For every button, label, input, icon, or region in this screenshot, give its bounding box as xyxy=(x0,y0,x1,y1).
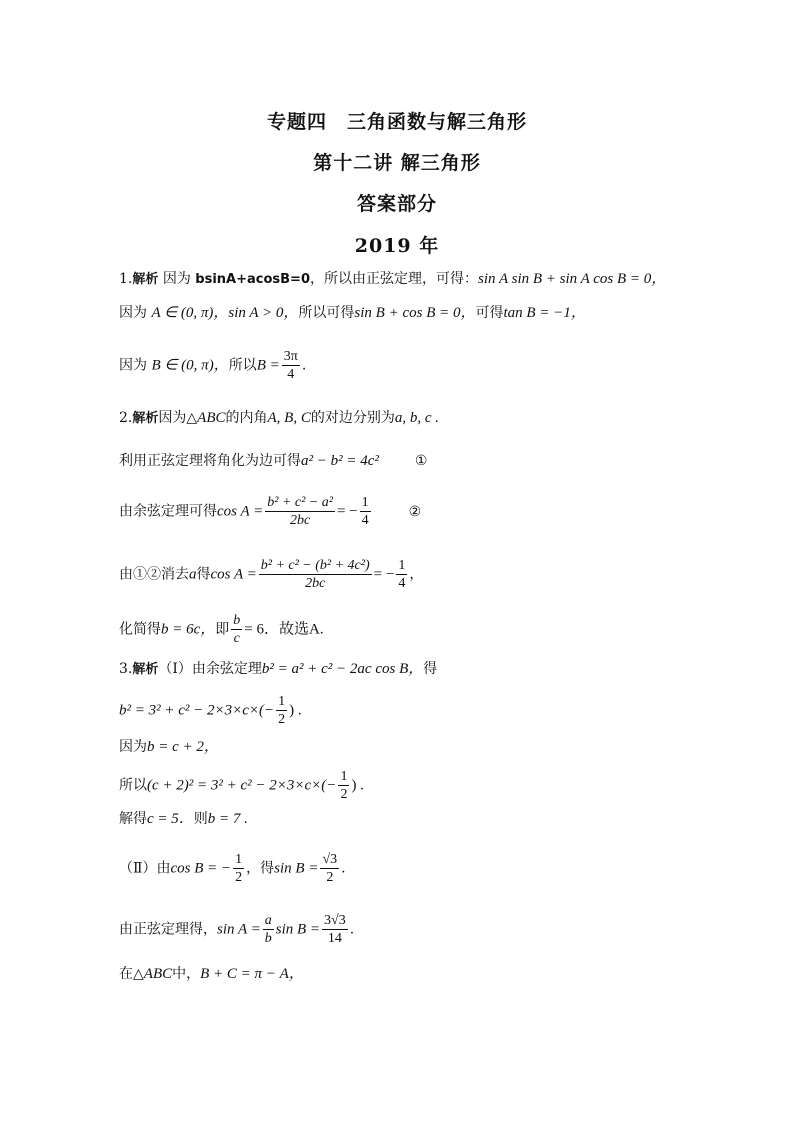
denominator: 2 xyxy=(278,712,286,727)
equation: sin B + cos B = 0， xyxy=(354,305,476,321)
section-title: 答案部分 xyxy=(356,193,437,215)
problem-3-line-4 xyxy=(119,768,364,803)
problem-3-line-1 xyxy=(119,660,437,679)
solution-tag: 解析 xyxy=(132,662,159,677)
problem-1-line-3 xyxy=(119,348,306,383)
equation: ) . xyxy=(289,702,302,719)
problem-1-line-1 xyxy=(119,270,666,289)
denominator: 4 xyxy=(398,576,406,591)
equation: b = 7 . xyxy=(207,811,248,827)
fraction xyxy=(276,693,287,728)
equation: A ∈ (0, π)，sin A > 0， xyxy=(151,305,299,321)
equation: B = xyxy=(256,357,280,374)
text: 因为 xyxy=(119,739,147,755)
problem-number: 3. xyxy=(119,661,133,677)
text: ，所以由正弦定理，可得： xyxy=(309,271,478,287)
text: 所以 xyxy=(119,777,147,794)
year-heading: 2019 年 xyxy=(354,235,440,257)
equation: sin A sin B + sin A cos B = 0， xyxy=(477,271,667,287)
numerator: 1 xyxy=(361,495,369,510)
equation: b² = a² + c² − 2ac cos B， xyxy=(261,661,424,677)
equation: (c + 2)² = 3² + c² − 2×3×c×(− xyxy=(147,777,337,794)
denominator: 4 xyxy=(287,367,295,382)
equation-marker: ② xyxy=(408,503,422,520)
text: 由正弦定理得， xyxy=(119,921,217,938)
text: 解得 xyxy=(119,811,147,827)
text: 因为△ xyxy=(158,410,198,426)
fraction xyxy=(231,612,242,647)
text: 在△ xyxy=(119,966,144,982)
problem-1-line-2 xyxy=(119,304,586,322)
equation: a² − b² = 4c² xyxy=(301,453,379,469)
denominator: 2 xyxy=(340,787,348,802)
text: 化简得 xyxy=(119,621,161,638)
text: ，得 xyxy=(246,860,275,877)
problem-2-line-4 xyxy=(119,557,423,592)
equation: a xyxy=(189,566,197,583)
problem-2-line-2 xyxy=(119,452,427,470)
topic-title: 专题四 三角函数与解三角形 xyxy=(266,111,527,133)
fraction xyxy=(259,557,372,592)
equation: ABC xyxy=(143,966,173,982)
text: . xyxy=(341,860,346,877)
solution-tag: 解析 xyxy=(132,411,159,426)
equation: B + C = π − A， xyxy=(200,966,304,982)
equation: a, b, c . xyxy=(394,410,440,426)
problem-3-line-7 xyxy=(119,912,354,947)
text: 的内角 xyxy=(225,410,268,426)
numerator: b² + c² − a² xyxy=(267,495,333,510)
equation: sin B = xyxy=(274,860,319,877)
fraction xyxy=(233,851,244,886)
solution-tag: 解析 xyxy=(132,272,159,287)
denominator: 2bc xyxy=(305,576,326,591)
problem-3-line-8 xyxy=(119,965,304,983)
text: 所以可得 xyxy=(298,305,355,321)
fraction xyxy=(338,768,349,803)
equation: sin B = xyxy=(275,921,321,938)
fraction xyxy=(263,912,274,947)
equation: = 6．故选A. xyxy=(244,621,324,638)
problem-3-line-5 xyxy=(119,810,248,828)
equation: = − xyxy=(373,566,395,583)
equation: = − xyxy=(336,503,358,520)
equation: cos A = xyxy=(217,503,264,520)
problem-3-line-2 xyxy=(119,693,302,728)
text: （Ⅱ）由 xyxy=(119,860,171,877)
text: 得 xyxy=(423,661,438,677)
equation: B ∈ (0, π)， xyxy=(151,357,229,374)
numerator: 3√3 xyxy=(324,913,346,928)
equation: cos A = xyxy=(210,566,257,583)
text: 因为 xyxy=(158,271,196,287)
numerator: 1 xyxy=(340,769,348,784)
text: 因为 xyxy=(119,305,152,321)
equation: sin A = xyxy=(217,921,261,938)
numerator: 1 xyxy=(278,694,286,709)
problem-2-line-5 xyxy=(119,612,324,647)
equation: b = c + 2， xyxy=(147,739,219,755)
fraction xyxy=(360,494,371,529)
text: 所以 xyxy=(228,357,257,374)
fraction xyxy=(322,912,348,947)
problem-3-line-6 xyxy=(119,851,346,886)
text: 因为 xyxy=(119,357,152,374)
given-equation: bsinA+acosB=0 xyxy=(195,272,310,287)
numerator: b xyxy=(233,613,241,628)
fraction xyxy=(320,851,339,886)
text: . xyxy=(301,357,307,374)
denominator: 2 xyxy=(235,870,243,885)
numerator: 1 xyxy=(398,558,406,573)
problem-number: 1. xyxy=(119,271,133,287)
fraction xyxy=(282,348,300,383)
lecture-title: 第十二讲 解三角形 xyxy=(313,152,481,174)
numerator: 3π xyxy=(283,349,298,364)
text: 得 xyxy=(196,566,211,583)
fraction xyxy=(396,557,407,592)
problem-number: 2. xyxy=(119,410,133,426)
denominator: 4 xyxy=(361,513,369,528)
equation: A, B, C xyxy=(267,410,311,426)
text: （Ⅰ）由余弦定理 xyxy=(158,661,262,677)
equation: ) . xyxy=(351,777,364,794)
problem-2-line-1 xyxy=(119,409,439,428)
text: 即 xyxy=(215,621,230,638)
text: ， xyxy=(409,566,424,583)
numerator: 1 xyxy=(235,852,243,867)
numerator: √3 xyxy=(322,852,338,867)
equation: ABC xyxy=(197,410,226,426)
denominator: 14 xyxy=(327,931,342,946)
text: 由①②消去 xyxy=(119,566,189,583)
equation: b² = 3² + c² − 2×3×c×(− xyxy=(119,702,275,719)
equation-marker: ① xyxy=(414,453,428,469)
numerator: b² + c² − (b² + 4c²) xyxy=(260,558,370,573)
equation: cos B = − xyxy=(170,860,232,877)
denominator: 2bc xyxy=(289,513,311,528)
denominator: 2 xyxy=(326,870,334,885)
problem-2-line-3 xyxy=(119,494,421,529)
text: 由余弦定理可得 xyxy=(119,503,217,520)
problem-3-line-3 xyxy=(119,738,219,756)
denominator: b xyxy=(264,931,272,946)
equation: c = 5． xyxy=(147,811,194,827)
text: 中， xyxy=(172,966,201,982)
text: 利用正弦定理将角化为边可得 xyxy=(119,453,301,469)
text: 可得 xyxy=(475,305,504,321)
text: 的对边分别为 xyxy=(310,410,395,426)
equation: tan B = −1， xyxy=(503,305,586,321)
text: 则 xyxy=(193,811,208,827)
fraction xyxy=(265,494,335,529)
equation: b = 6c， xyxy=(161,621,216,638)
numerator: a xyxy=(264,913,272,928)
denominator: c xyxy=(233,631,240,646)
text: . xyxy=(349,921,355,938)
